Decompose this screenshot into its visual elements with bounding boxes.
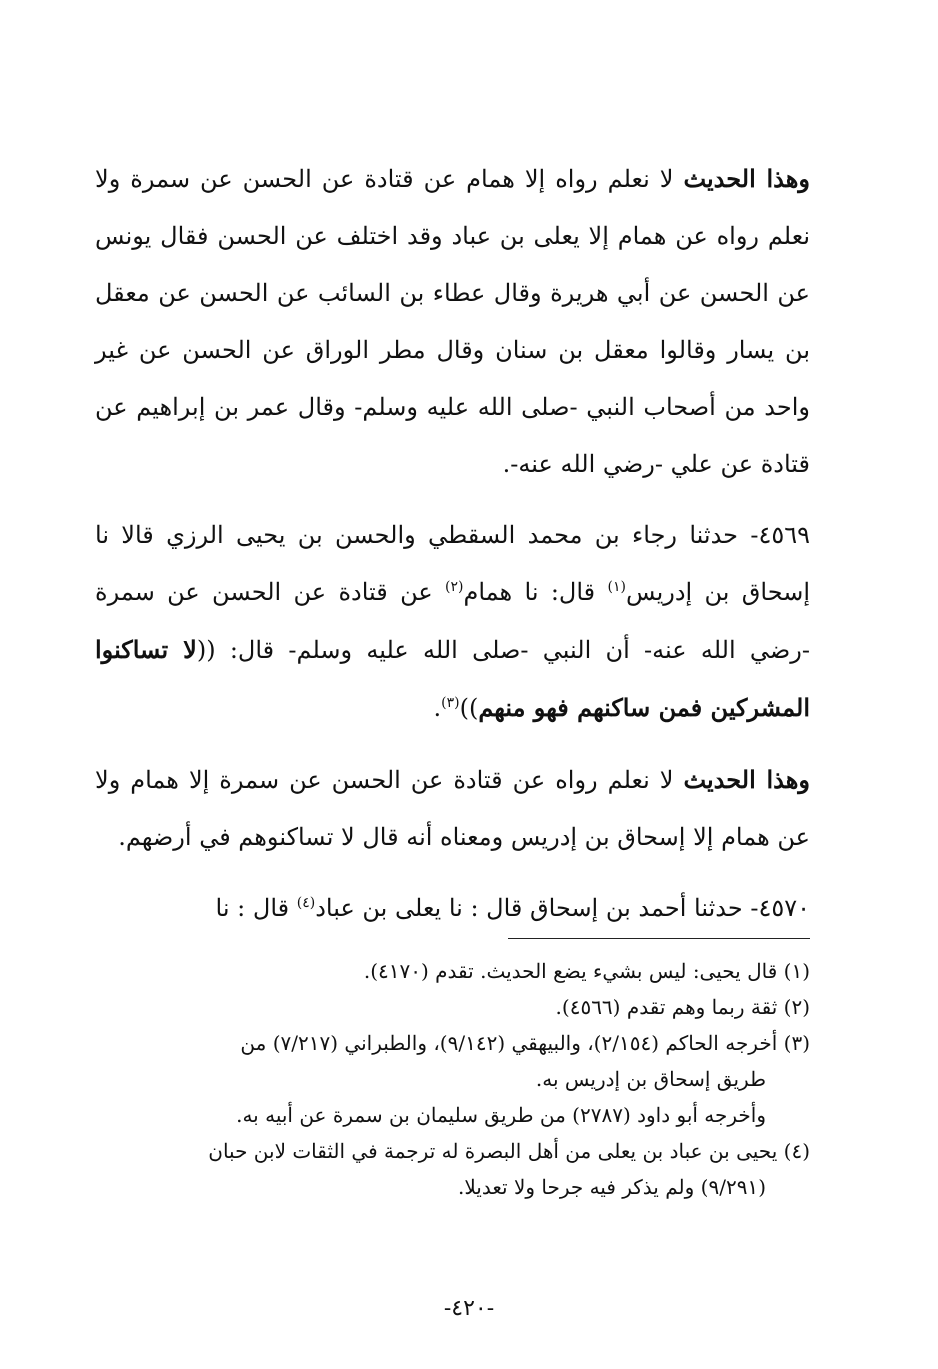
main-text xyxy=(95,150,810,951)
footnote-ref-4[interactable]: (٤) xyxy=(296,895,316,911)
hadith-text: )) xyxy=(459,694,479,722)
hadith-4570 xyxy=(95,880,810,937)
footnotes xyxy=(95,953,810,1205)
footnote-4-text: (٤) يحيى بن عباد بن يعلى من أهل البصرة له ترجمة في الثقات لابن حبان xyxy=(208,1139,810,1163)
footnote-ref-1[interactable]: (١) xyxy=(607,579,626,595)
hadith-text: . xyxy=(433,694,442,722)
hadith-text: ٤٥٦٩- حدثنا رجاء بن محمد السقطي والحسن بن يحيى الرزي قالا نا إسحاق بن إدريس xyxy=(95,521,811,606)
paragraph-commentary-2 xyxy=(95,751,810,866)
hadith-matn: لا تساكنوا المشركين فمن ساكنهم فهو منهم xyxy=(95,635,810,722)
footnote-2: (٢) ثقة ربما وهم تقدم (٤٥٦٦). xyxy=(555,995,810,1019)
hadith-4569 xyxy=(95,507,810,737)
footnote-ref-3[interactable]: (٣) xyxy=(441,695,460,711)
footnote-1: (١) قال يحيى: ليس بشيء يضع الحديث. تقدم (٤١٧٠). xyxy=(363,959,810,983)
footnote-3 xyxy=(95,1025,810,1097)
footnote-3-text: (٣) أخرجه الحاكم (٢/١٥٤)، والبيهقي (٩/١٤٢)، والطبراني (٧/٢١٧) من xyxy=(240,1031,810,1055)
hadith-text: قال: نا همام xyxy=(463,578,596,606)
hadith-text: ٤٥٧٠- حدثنا أحمد بن إسحاق قال : نا يعلى بن عباد xyxy=(315,894,810,922)
page-number: -٤٢٠- xyxy=(443,1296,495,1321)
hadith-text: قال : نا xyxy=(215,894,290,922)
paragraph-text: لا نعلم رواه إلا همام عن قتادة عن الحسن عن سمرة ولا نعلم رواه عن همام إلا يعلى بن عباد وقد اختلف عن الحسن فقال يونس عن الحسن عن أبي هريرة وقال عطاء بن السائب عن الحسن عن معقل بن يسار وقالوا معقل بن سنان وقال مطر الوراق عن الحسن عن غير واحد من أصحاب النبي -صلى الله عليه وسلم- وقال عمر بن إبراهيم عن قتادة عن علي -رضي الله عنه-. xyxy=(95,165,810,478)
footnote-ref-2[interactable]: (٢) xyxy=(445,579,464,595)
hadith-text: عن قتادة عن الحسن عن سمرة -رضي الله عنه- أن النبي -صلى الله عليه وسلم- قال: (( xyxy=(95,578,810,664)
footnote-4-continuation: (٩/٢٩١) ولم يذكر فيه جرحا ولا تعديلا. xyxy=(458,1175,766,1199)
footnote-3-extra: وأخرجه أبو داود (٢٧٨٧) من طريق سليمان بن سمرة عن أبيه به. xyxy=(236,1103,766,1127)
paragraph-text: لا نعلم رواه عن قتادة عن الحسن عن سمرة إلا همام ولا عن همام إلا إسحاق بن إدريس ومعناه أنه قال لا تساكنوهم في أرضهم. xyxy=(95,766,810,851)
footnote-4 xyxy=(95,1133,810,1205)
paragraph-commentary-1 xyxy=(95,150,810,493)
footnote-3-continuation: طريق إسحاق بن إدريس به. xyxy=(535,1067,766,1091)
lead-phrase: وهذا الحديث xyxy=(683,164,810,193)
lead-phrase: وهذا الحديث xyxy=(683,765,810,794)
footnote-divider xyxy=(508,938,810,939)
